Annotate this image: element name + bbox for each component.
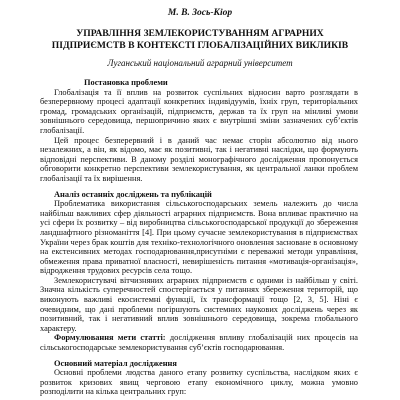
section-heading-analysis: Аналіз останніх досліджень та публікацій <box>54 189 212 199</box>
paragraph: Глобалізація та її вплив на розвиток суспільних відносин варто розглядати в безперервному процесі адаптації конкретних індивідуумів, їхніх груп, територіальних громад, громадських організацій, підприємств, держав та їх груп на мінливі умови зовнішнього середовища, першопричино яких є внутрішні зміни зазначених суб’єктів глобалізації. <box>40 87 358 135</box>
section-heading-problem: Постановка проблеми <box>84 78 168 87</box>
article-body <box>40 72 358 397</box>
goal-paragraph <box>40 333 358 352</box>
affiliation: Луганський національний аграрний університет <box>107 58 293 68</box>
goal-text: дослідження впливу глобалізацій них процесів на сільськогосподарське землекористування суб’єктів господарювання. <box>40 333 358 353</box>
author-name: М. В. Зось-Кіор <box>167 8 233 18</box>
article-title: УПРАВЛІННЯ ЗЕМЛЕКОРИСТУВАННЯМ АГРАРНИХ ПІДПРИЄМСТВ В КОНТЕКСТІ ГЛОБАЛІЗАЦІЙНИХ ВИКЛИКІВ <box>51 28 349 51</box>
paragraph: Землекористувачі вітчизняних аграрних підприємств є одними із найбільш у світі. Значна кількість суперечностей спостерігається у питаннях збереження територій, що виконують важливі екосистемні функції, їх трансформації тощо [2, 3, 5]. Ніні є очевидним, що дані проблеми погіршують системних наукових досліджень через як позитивний, так і негативний вплив зовнішнього середовища, зокрема глобального характеру. <box>40 275 358 333</box>
paragraph: Цей процес безперервний і в даний час немає сторін абсолютно від нього незалежних, а він, як відомо, має як позитивні, так і негативні наслідки, що формують відповідні перспективи. В даному розділі монографічного дослідження пропонується обговорити конкретно перспективи землекористування, як центральної ланки проблем глобалізації та їх вирішення. <box>40 135 358 183</box>
paragraph: Основні проблеми людства даного етапу розвитку суспільства, наслідком яких є розвиток кризових явищ черговою етапу економічного циклу, можна умовно розподілити на кілька центральних груп: <box>40 368 358 397</box>
section-heading-main: Основний матеріал дослідження <box>54 358 177 368</box>
paragraph: Проблематика використання сільськогосподарських земель належить до числа найбільш важливих сфер діяльності аграрних підприємств. Вона впливає практично на усі сфери їх розвитку – від виробництва сільськогосподарської продукції до збереження ландшафтного різноманіття [4]. При цьому сучасне землекористування в підприємствах України через брак коштів для техніко-технологічного оновлення засноване в основному на екстенсивних методах господарювання,присутніми є переважні методи управління, обмеження права приватної власності, невирішеність питання «мотивація-організація», відродження трудових ресурсів села тощо. <box>40 199 358 276</box>
goal-heading: Формулювання мети статті: <box>54 333 166 343</box>
